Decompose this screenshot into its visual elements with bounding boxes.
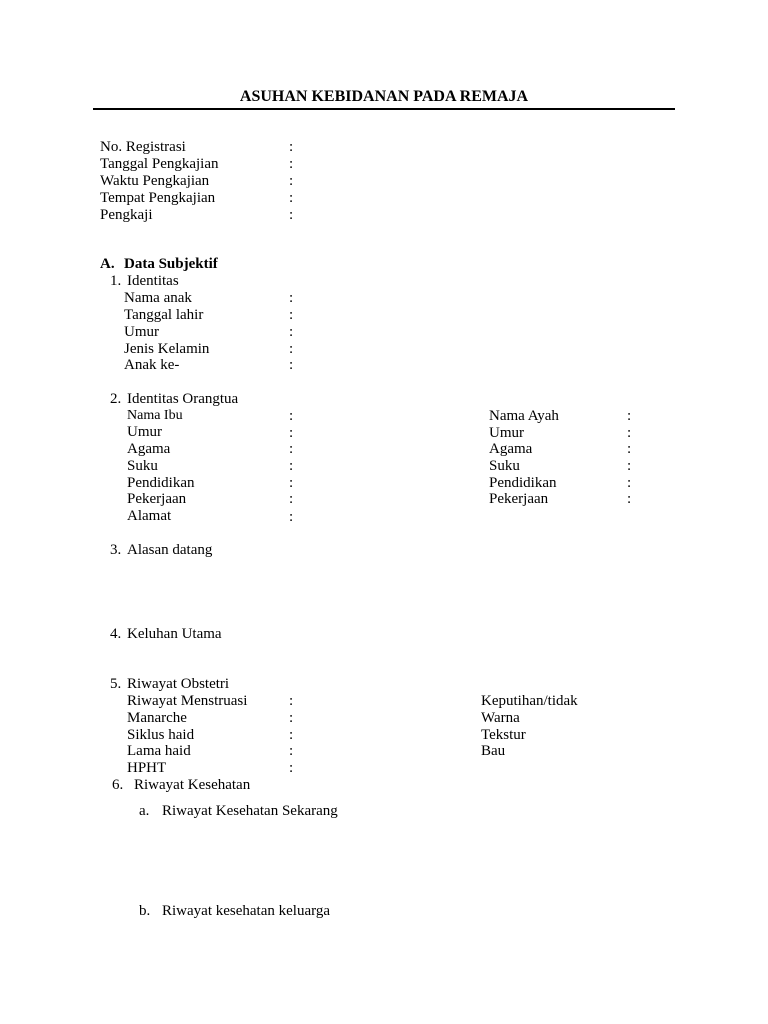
subitem-b-marker: b. xyxy=(139,903,151,919)
field-colon: : xyxy=(289,693,294,709)
item-2-number: 2. xyxy=(110,391,122,407)
field-label-nama-ibu: Nama Ibu xyxy=(127,408,183,423)
field-colon: : xyxy=(289,307,294,323)
field-label-nama-ayah: Nama Ayah xyxy=(489,408,559,424)
item-2-heading: Identitas Orangtua xyxy=(127,391,239,407)
field-colon: : xyxy=(289,425,294,441)
field-colon: : xyxy=(289,357,294,373)
field-label-alamat: Alamat xyxy=(127,508,172,524)
field-colon: : xyxy=(289,341,294,357)
field-colon: : xyxy=(289,441,294,457)
field-label-keputihan: Keputihan/tidak xyxy=(481,693,578,709)
subitem-a-heading: Riwayat Kesehatan Sekarang xyxy=(162,803,338,819)
field-label-waktu-pengkajian: Waktu Pengkajian xyxy=(100,173,210,189)
field-colon: : xyxy=(289,290,294,306)
field-label-pengkaji: Pengkaji xyxy=(100,207,153,223)
field-label-agama-ibu: Agama xyxy=(127,441,171,457)
field-colon: : xyxy=(289,173,294,189)
field-colon: : xyxy=(289,458,294,474)
section-a-marker: A. xyxy=(100,256,115,272)
field-colon: : xyxy=(627,441,632,457)
field-label-no-registrasi: No. Registrasi xyxy=(100,139,186,155)
field-label-riwayat-menstruasi: Riwayat Menstruasi xyxy=(127,693,248,709)
field-label-tanggal-pengkajian: Tanggal Pengkajian xyxy=(100,156,219,172)
field-colon: : xyxy=(289,139,294,155)
subitem-b-heading: Riwayat kesehatan keluarga xyxy=(162,903,330,919)
item-5-number: 5. xyxy=(110,676,122,692)
field-colon: : xyxy=(627,491,632,507)
field-label-pendidikan-ayah: Pendidikan xyxy=(489,475,557,491)
field-colon: : xyxy=(289,475,294,491)
field-label-jenis-kelamin: Jenis Kelamin xyxy=(124,341,210,357)
field-label-tekstur: Tekstur xyxy=(481,727,526,743)
field-label-anak-ke: Anak ke- xyxy=(124,357,180,373)
item-6-number: 6. xyxy=(112,777,124,793)
item-3-number: 3. xyxy=(110,542,122,558)
field-colon: : xyxy=(289,190,294,206)
field-colon: : xyxy=(289,727,294,743)
item-3-heading: Alasan datang xyxy=(127,542,213,558)
field-label-tanggal-lahir: Tanggal lahir xyxy=(124,307,204,323)
field-label-bau: Bau xyxy=(481,743,506,759)
title-underline xyxy=(93,108,675,110)
field-colon: : xyxy=(289,207,294,223)
field-label-siklus-haid: Siklus haid xyxy=(127,727,195,743)
field-label-pendidikan-ibu: Pendidikan xyxy=(127,475,195,491)
section-a-heading: Data Subjektif xyxy=(124,256,218,272)
field-colon: : xyxy=(289,324,294,340)
subitem-a-marker: a. xyxy=(139,803,150,819)
document-title: ASUHAN KEBIDANAN PADA REMAJA xyxy=(239,88,529,105)
field-label-warna: Warna xyxy=(481,710,520,726)
item-5-heading: Riwayat Obstetri xyxy=(127,676,230,692)
field-label-suku-ibu: Suku xyxy=(127,458,158,474)
field-label-manarche: Manarche xyxy=(127,710,187,726)
field-colon: : xyxy=(289,408,294,424)
field-label-agama-ayah: Agama xyxy=(489,441,533,457)
field-colon: : xyxy=(289,156,294,172)
field-label-umur: Umur xyxy=(124,324,159,340)
item-6-heading: Riwayat Kesehatan xyxy=(134,777,251,793)
field-colon: : xyxy=(627,475,632,491)
field-colon: : xyxy=(289,710,294,726)
field-colon: : xyxy=(289,760,294,776)
field-label-hpht: HPHT xyxy=(127,760,167,776)
item-4-number: 4. xyxy=(110,626,122,642)
item-4-heading: Keluhan Utama xyxy=(127,626,222,642)
field-colon: : xyxy=(627,458,632,474)
field-label-pekerjaan-ayah: Pekerjaan xyxy=(489,491,549,507)
field-label-tempat-pengkajian: Tempat Pengkajian xyxy=(100,190,216,206)
field-label-pekerjaan-ibu: Pekerjaan xyxy=(127,491,187,507)
field-colon: : xyxy=(289,491,294,507)
field-colon: : xyxy=(289,743,294,759)
field-colon: : xyxy=(627,408,632,424)
item-1-number: 1. xyxy=(110,273,122,289)
field-colon: : xyxy=(627,425,632,441)
field-label-nama-anak: Nama anak xyxy=(124,290,192,306)
field-label-umur-ibu: Umur xyxy=(127,424,162,440)
item-1-heading: Identitas xyxy=(127,273,179,289)
field-colon: : xyxy=(289,509,294,525)
field-label-umur-ayah: Umur xyxy=(489,425,524,441)
field-label-lama-haid: Lama haid xyxy=(127,743,191,759)
field-label-suku-ayah: Suku xyxy=(489,458,520,474)
